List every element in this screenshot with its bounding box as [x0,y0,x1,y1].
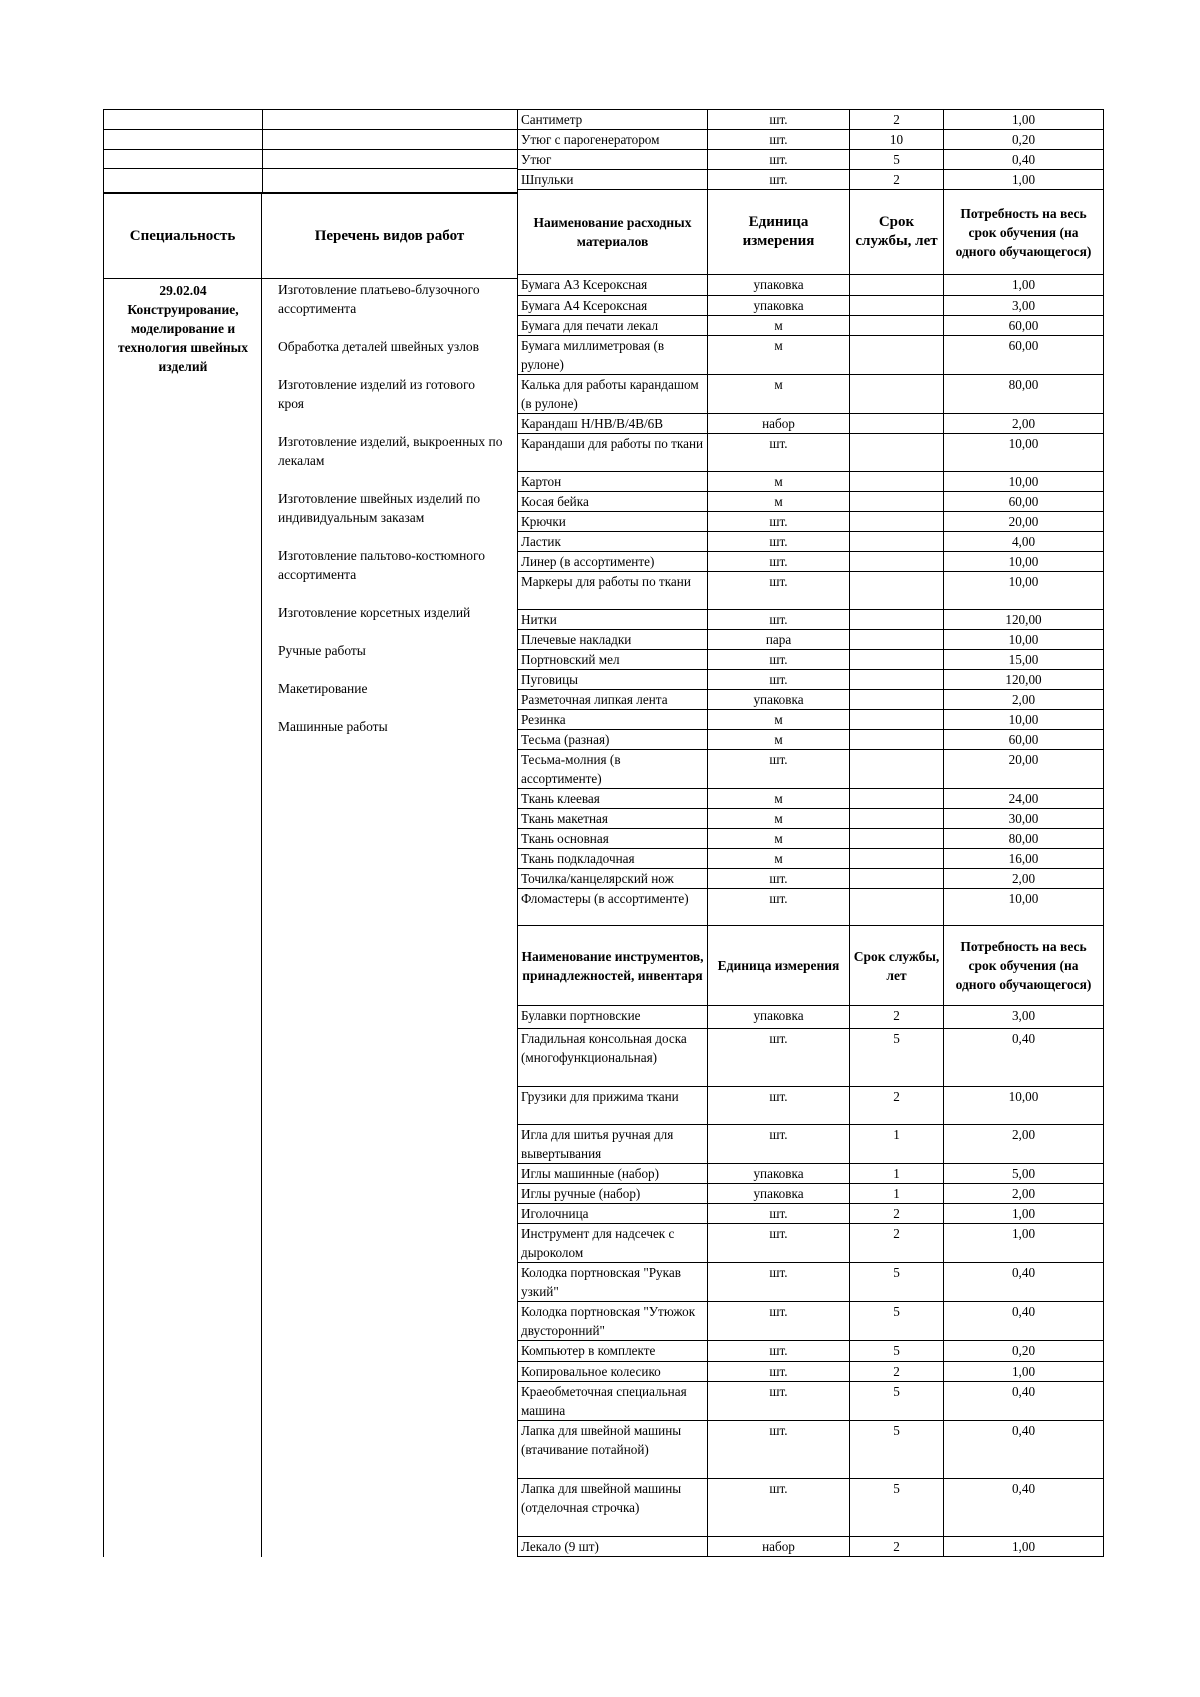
cell-term [850,889,944,926]
cell-unit: шт. [708,1362,850,1382]
cell-term: 2 [850,170,944,190]
cell-need: 80,00 [944,375,1104,414]
cell-need: 1,00 [944,1204,1104,1224]
cell-term: 1 [850,1125,944,1164]
cell-term: 5 [850,1029,944,1087]
table-row [518,670,1104,690]
cell-need: 24,00 [944,789,1104,809]
cell-name: Плечевые накладки [518,630,708,650]
cell-term [850,829,944,849]
cell-name: Нитки [518,610,708,630]
specialty-title: Конструирование, моделирование и технология швейных изделий [118,302,248,374]
table-row [518,1184,1104,1204]
cell-term: 1 [850,1184,944,1204]
table-row [518,789,1104,809]
cell-term: 5 [850,1302,944,1341]
cell-need: 2,00 [944,414,1104,434]
work-item: Изготовление корсетных изделий [278,605,471,620]
cell-name: Инструмент для надсечек с дыроколом [518,1224,708,1263]
cell-unit: шт. [708,150,850,170]
cell-name: Иглы ручные (набор) [518,1184,708,1204]
table-row [518,472,1104,492]
cell-unit: пара [708,630,850,650]
cell-unit: м [708,710,850,730]
cell-need: 2,00 [944,1125,1104,1164]
cell-name: Крючки [518,512,708,532]
cell-term [850,572,944,610]
table-row [518,434,1104,472]
cell-term [850,414,944,434]
table-row [518,889,1104,926]
cell-unit: упаковка [708,1184,850,1204]
cell-term [850,730,944,750]
cell-name: Лекало (9 шт) [518,1537,708,1557]
cell-need: 3,00 [944,296,1104,316]
cell-need: 10,00 [944,434,1104,472]
cell-unit: шт. [708,1125,850,1164]
cell-name: Утюг с парогенератором [518,130,708,150]
table-row [518,1029,1104,1087]
cell-unit: шт. [708,1302,850,1341]
cell-unit: Единица измерения [708,190,850,275]
cell-unit: шт. [708,1029,850,1087]
cell-name: Карандаш Н/НВ/В/4В/6В [518,414,708,434]
cell-name: Ткань основная [518,829,708,849]
cell-name: Наименование расходных материалов [518,190,708,275]
work-item: Макетирование [278,681,368,696]
cell-need: Потребность на весь срок обучения (на одного обучающегося) [944,190,1104,275]
table-row [518,296,1104,316]
cell-need: 0,40 [944,1029,1104,1087]
table-row [518,690,1104,710]
cell-name: Точилка/канцелярский нож [518,869,708,889]
cell-term: 5 [850,1382,944,1421]
cell-unit: шт. [708,1421,850,1479]
cell-term [850,809,944,829]
cell-term: 5 [850,1479,944,1537]
work-item: Изготовление изделий, выкроенных по лекалам [278,434,503,468]
cell-unit: упаковка [708,275,850,296]
cell-need: 60,00 [944,730,1104,750]
cell-unit: упаковка [708,690,850,710]
cell-unit: шт. [708,889,850,926]
cell-term [850,472,944,492]
work-item: Обработка деталей швейных узлов [278,339,480,354]
cell-term [850,512,944,532]
cell-term [850,434,944,472]
work-item: Изготовление швейных изделий по индивидуальным заказам [278,491,481,525]
cell-unit: шт. [708,170,850,190]
cell-term [850,630,944,650]
cell-need: 10,00 [944,552,1104,572]
table-row [518,170,1104,190]
cell-need: 3,00 [944,1006,1104,1029]
cell-name: Картон [518,472,708,492]
cell-need: 80,00 [944,829,1104,849]
cell-term [850,670,944,690]
cell-unit: шт. [708,650,850,670]
table-row [518,532,1104,552]
table-row [518,512,1104,532]
cell-term [850,296,944,316]
cell-name: Колодка портновская "Утюжок двусторонний" [518,1302,708,1341]
table-row [518,869,1104,889]
cell-name: Резинка [518,710,708,730]
cell-need: 10,00 [944,710,1104,730]
table-row [518,750,1104,789]
cell-term [850,849,944,869]
table-row [518,710,1104,730]
cell-unit: шт. [708,1341,850,1362]
cell-term: 5 [850,150,944,170]
cell-name: Маркеры для работы по ткани [518,572,708,610]
table-row [518,275,1104,296]
cell-name: Наименование инструментов, принадлежностей, инвентаря [518,926,708,1006]
cell-term [850,552,944,572]
table-row [518,1421,1104,1479]
table-row [518,610,1104,630]
cell-need: 10,00 [944,572,1104,610]
cell-unit: шт. [708,869,850,889]
table-row [518,130,1104,150]
top-left-rows [103,109,517,193]
cell-need: 0,40 [944,1421,1104,1479]
cell-unit: шт. [708,750,850,789]
cell-unit: шт. [708,512,850,532]
cell-term: 2 [850,1204,944,1224]
cell-term [850,275,944,296]
cell-need: 20,00 [944,512,1104,532]
cell-name: Иголочница [518,1204,708,1224]
cell-name: Грузики для прижима ткани [518,1087,708,1125]
cell-name: Гладильная консольная доска (многофункциональная) [518,1029,708,1087]
specialty-header-label: Специальность [129,227,236,244]
cell-term: 2 [850,110,944,130]
works-header-label: Перечень видов работ [314,227,465,244]
cell-need: 15,00 [944,650,1104,670]
cell-name: Ткань клеевая [518,789,708,809]
cell-need: 120,00 [944,610,1104,630]
table-row [518,1125,1104,1164]
cell-name: Ткань подкладочная [518,849,708,869]
cell-need: 0,40 [944,1302,1104,1341]
cell-need: 1,00 [944,275,1104,296]
cell-unit: шт. [708,552,850,572]
cell-need: 1,00 [944,1362,1104,1382]
cell-need: 60,00 [944,316,1104,336]
cell-unit: м [708,829,850,849]
cell-name: Тесьма-молния (в ассортименте) [518,750,708,789]
cell-need: 1,00 [944,1224,1104,1263]
table-row [518,650,1104,670]
cell-name: Косая бейка [518,492,708,512]
cell-unit: шт. [708,670,850,690]
table-row [518,414,1104,434]
cell-term [850,610,944,630]
cell-unit: м [708,492,850,512]
cell-unit: шт. [708,532,850,552]
cell-name: Булавки портновские [518,1006,708,1029]
cell-name: Портновский мел [518,650,708,670]
work-item: Изготовление платьево-блузочного ассортимента [278,282,480,316]
cell-name: Сантиметр [518,110,708,130]
cell-term: 2 [850,1087,944,1125]
table-row [518,492,1104,512]
cell-term [850,869,944,889]
cell-need: 30,00 [944,809,1104,829]
cell-name: Фломастеры (в ассортименте) [518,889,708,926]
cell-unit: упаковка [708,1164,850,1184]
cell-unit: шт. [708,130,850,150]
table-row [518,1087,1104,1125]
cell-need: 0,40 [944,1382,1104,1421]
table-row [518,809,1104,829]
cell-name: Бумага А4 Ксероксная [518,296,708,316]
cell-unit: м [708,849,850,869]
cell-unit: м [708,472,850,492]
table-row [518,1382,1104,1421]
cell-name: Шпульки [518,170,708,190]
cell-name: Компьютер в комплекте [518,1341,708,1362]
cell-term: 2 [850,1006,944,1029]
cell-need: 0,40 [944,150,1104,170]
table-row [518,110,1104,130]
table-row [518,630,1104,650]
works-cell [261,279,518,1557]
table-row [518,1263,1104,1302]
table-row [518,316,1104,336]
work-item: Изготовление пальтово-костюмного ассортимента [278,548,486,582]
cell-term: 2 [850,1224,944,1263]
cell-unit: шт. [708,1382,850,1421]
cell-unit: упаковка [708,1006,850,1029]
cell-name: Колодка портновская "Рукав узкий" [518,1263,708,1302]
table-row [518,849,1104,869]
cell-need: 2,00 [944,1184,1104,1204]
cell-name: Утюг [518,150,708,170]
works-list [262,279,518,736]
cell-term: 5 [850,1421,944,1479]
cell-need: 0,40 [944,1479,1104,1537]
specialty-code: 29.02.04 [159,283,207,298]
cell-need: 1,00 [944,170,1104,190]
cell-need: 10,00 [944,630,1104,650]
cell-term [850,789,944,809]
cell-unit: м [708,336,850,375]
table-row [518,336,1104,375]
cell-term: 2 [850,1537,944,1557]
cell-unit: м [708,730,850,750]
cell-term [850,316,944,336]
cell-unit: шт. [708,110,850,130]
cell-need: 10,00 [944,472,1104,492]
cell-need: 1,00 [944,110,1104,130]
table-row [518,926,1104,1006]
cell-name: Краеобметочная специальная машина [518,1382,708,1421]
cell-term [850,710,944,730]
cell-need: 60,00 [944,492,1104,512]
cell-term [850,690,944,710]
cell-unit: Единица измерения [708,926,850,1006]
cell-name: Пуговицы [518,670,708,690]
cell-name: Бумага А3 Ксероксная [518,275,708,296]
cell-name: Разметочная липкая лента [518,690,708,710]
table-row [518,1479,1104,1537]
cell-name: Игла для шитья ручная для вывертывания [518,1125,708,1164]
cell-unit: шт. [708,1087,850,1125]
cell-unit: шт. [708,572,850,610]
cell-unit: м [708,809,850,829]
cell-unit: упаковка [708,296,850,316]
table-row [518,1006,1104,1029]
work-item: Изготовление изделий из готового кроя [278,377,475,411]
cell-term [850,375,944,414]
cell-need: 2,00 [944,869,1104,889]
table-row [518,1224,1104,1263]
specialty-header [103,193,261,279]
cell-unit: шт. [708,434,850,472]
table-row [518,552,1104,572]
cell-unit: шт. [708,1204,850,1224]
cell-unit: шт. [708,1263,850,1302]
cell-need: 5,00 [944,1164,1104,1184]
cell-need: 10,00 [944,1087,1104,1125]
cell-unit: шт. [708,1224,850,1263]
cell-unit: шт. [708,1479,850,1537]
cell-name: Бумага для печати лекал [518,316,708,336]
cell-need: 0,20 [944,1341,1104,1362]
cell-need: 0,20 [944,130,1104,150]
cell-name: Калька для работы карандашом (в рулоне) [518,375,708,414]
cell-need: 0,40 [944,1263,1104,1302]
cell-need: 10,00 [944,889,1104,926]
cell-term [850,336,944,375]
cell-need: 20,00 [944,750,1104,789]
cell-term: Срок службы, лет [850,190,944,275]
cell-need: Потребность на весь срок обучения (на одного обучающегося) [944,926,1104,1006]
cell-name: Тесьма (разная) [518,730,708,750]
cell-unit: м [708,789,850,809]
cell-unit: набор [708,1537,850,1557]
table-row [518,1204,1104,1224]
cell-name: Бумага миллиметровая (в рулоне) [518,336,708,375]
table-row [518,1537,1104,1557]
cell-unit: шт. [708,610,850,630]
cell-name: Ткань макетная [518,809,708,829]
cell-term: 1 [850,1164,944,1184]
table-row [518,1341,1104,1362]
cell-term [850,492,944,512]
cell-term: 10 [850,130,944,150]
cell-name: Копировальное колесико [518,1362,708,1382]
cell-need: 4,00 [944,532,1104,552]
specialty-cell [103,279,262,1557]
cell-need: 2,00 [944,690,1104,710]
table-row [518,1302,1104,1341]
table-row [518,375,1104,414]
cell-need: 120,00 [944,670,1104,690]
cell-name: Лапка для швейной машины (втачивание потайной) [518,1421,708,1479]
table-row [518,730,1104,750]
cell-name: Ластик [518,532,708,552]
cell-unit: набор [708,414,850,434]
cell-name: Лапка для швейной машины (отделочная строчка) [518,1479,708,1537]
works-header [261,193,517,279]
table-row [518,190,1104,275]
table-row [518,829,1104,849]
cell-need: 1,00 [944,1537,1104,1557]
cell-term: 2 [850,1362,944,1382]
cell-term: 5 [850,1263,944,1302]
table-row [518,1362,1104,1382]
work-item: Машинные работы [278,719,388,734]
specialty-text [104,279,262,378]
cell-term [850,650,944,670]
cell-need: 16,00 [944,849,1104,869]
work-item: Ручные работы [278,643,366,658]
cell-name: Линер (в ассортименте) [518,552,708,572]
cell-term: 5 [850,1341,944,1362]
cell-name: Карандаши для работы по ткани [518,434,708,472]
cell-name: Иглы машинные (набор) [518,1164,708,1184]
cell-term [850,532,944,552]
cell-term [850,750,944,789]
table-row [518,150,1104,170]
table-row [518,572,1104,610]
cell-need: 60,00 [944,336,1104,375]
cell-unit: м [708,316,850,336]
cell-term: Срок службы, лет [850,926,944,1006]
table-row [518,1164,1104,1184]
cell-unit: м [708,375,850,414]
materials-table [517,109,1104,1557]
